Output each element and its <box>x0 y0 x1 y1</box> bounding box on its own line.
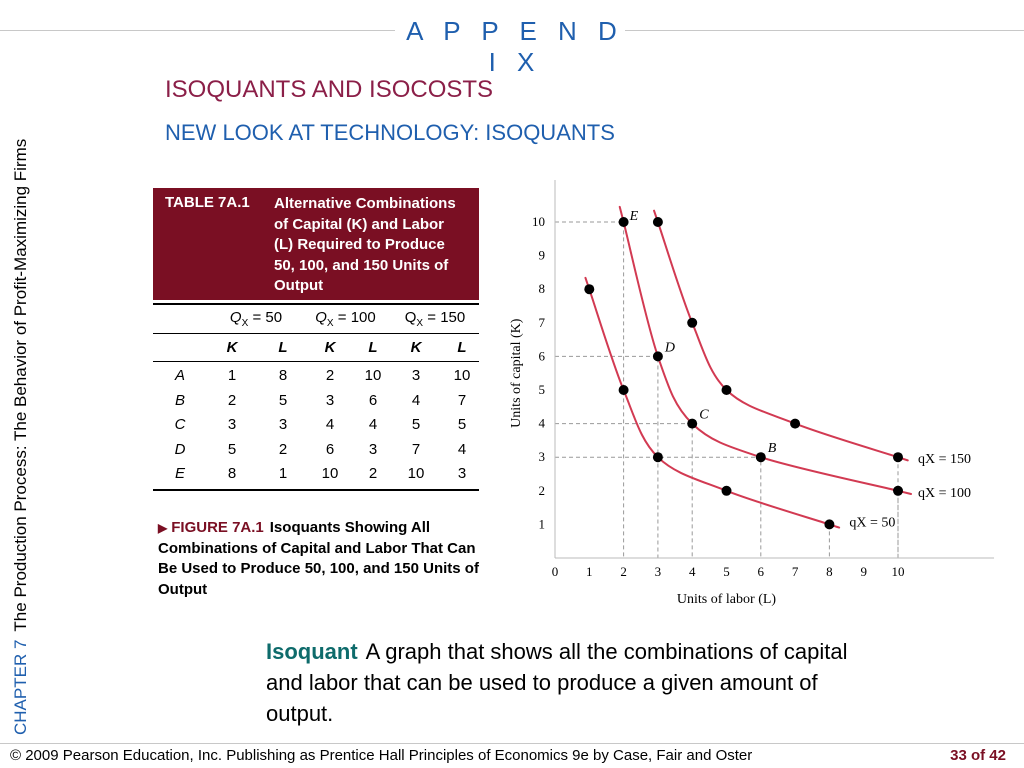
isoquant-curve <box>620 207 911 494</box>
chapter-sidebar <box>6 65 36 735</box>
chart-points <box>584 217 903 529</box>
table-row-label: D <box>174 440 186 458</box>
table-cell: 2 <box>368 465 378 482</box>
data-point <box>653 217 663 227</box>
figure-caption-text: Isoquants Showing All Combinations of Capital and Labor That Can Be Used to Produce 50, 100, and 150 Units of Output <box>158 519 479 598</box>
table-col-header: L <box>278 339 288 356</box>
y-tick-label: 4 <box>538 415 545 431</box>
x-tick-label: 8 <box>826 564 833 579</box>
table-group-header: $Q_X = 50$ <box>229 309 283 329</box>
y-axis-title: Units of capital (K) <box>509 318 524 428</box>
table-caption <box>274 194 474 297</box>
x-tick-label: 2 <box>620 564 627 579</box>
table-group-header: $Q_X = 150$ <box>404 309 466 329</box>
table-cell: 1 <box>278 465 288 482</box>
y-tick-label: 5 <box>538 382 545 397</box>
y-tick-label: 8 <box>538 281 545 297</box>
appendix-heading: A P P E N D I X <box>406 16 624 77</box>
guide-line <box>555 222 624 558</box>
chart-axes <box>555 180 994 558</box>
x-tick-label: 1 <box>586 564 593 579</box>
data-point <box>756 452 766 462</box>
x-tick-label: 10 <box>891 564 905 579</box>
x-tick-label: 5 <box>723 564 730 579</box>
data-point <box>619 217 629 227</box>
header-rule-right <box>625 30 1024 31</box>
x-axis-title: Units of labor (L) <box>676 592 777 607</box>
x-tick-label: 6 <box>757 564 765 579</box>
table-col-header: K <box>226 339 238 356</box>
table-cell: 3 <box>368 440 378 458</box>
table-group-header: $Q_X = 100$ <box>315 309 376 329</box>
data-point <box>893 486 903 496</box>
data-point <box>653 452 663 462</box>
x-tick-label: 9 <box>860 564 867 579</box>
data-point <box>653 351 663 361</box>
table-caption-line: Alternative Combinations <box>274 195 456 212</box>
table-caption-line: Output <box>274 277 324 294</box>
table-cell: 2 <box>325 367 335 384</box>
data-point <box>824 519 834 529</box>
table-cell: 4 <box>411 391 421 409</box>
y-tick-label: 9 <box>538 247 545 263</box>
table-col-header: K <box>410 339 422 356</box>
table-cell: 3 <box>278 416 288 433</box>
table-cell: 3 <box>227 416 237 433</box>
footer-rule <box>0 743 1024 744</box>
table-rule <box>153 333 479 334</box>
chart-curves <box>585 207 911 531</box>
table-cell: 3 <box>457 465 467 482</box>
table-cell: 10 <box>321 465 339 482</box>
table-cell: 4 <box>368 416 378 433</box>
table-cell: 2 <box>278 440 288 458</box>
table-cell: 10 <box>407 465 425 482</box>
table-row-label: E <box>174 465 185 482</box>
table-rule <box>153 361 479 362</box>
isoquant-chart <box>505 180 1005 610</box>
slide-subtitle: NEW LOOK AT TECHNOLOGY: ISOQUANTS <box>165 120 615 145</box>
table-label: TABLE 7A.1 <box>165 194 250 211</box>
table-caption-line: (L) Required to Produce <box>274 236 445 253</box>
table-cell: 6 <box>325 440 335 458</box>
table-caption-line: of Capital (K) and Labor <box>274 215 444 233</box>
y-tick-label: 7 <box>538 314 545 330</box>
y-tick-label: 10 <box>532 214 545 229</box>
series-label: qX = 50 <box>849 515 896 531</box>
point-label: D <box>664 340 676 356</box>
table-row-label: C <box>174 416 186 433</box>
data-point <box>893 452 903 462</box>
point-label: B <box>767 441 777 457</box>
table-cell: 10 <box>453 367 471 384</box>
table-cell: 6 <box>368 391 378 409</box>
x-tick-label: 7 <box>791 564 799 579</box>
table-col-header: L <box>457 339 467 356</box>
y-tick-label: 2 <box>538 482 545 498</box>
definition-term: Isoquant <box>266 639 358 664</box>
slide-title: ISOQUANTS AND ISOCOSTS <box>165 76 494 103</box>
data-point <box>722 385 732 395</box>
caption-arrow-icon: ▶ <box>158 521 168 535</box>
chapter-label: CHAPTER 7 <box>11 639 30 735</box>
x-tick-label: 4 <box>688 564 696 579</box>
table-header-box <box>153 188 479 300</box>
table-cell: 5 <box>411 416 421 433</box>
data-point <box>687 318 697 328</box>
table-cell: 2 <box>227 391 237 409</box>
table-rule <box>153 489 479 491</box>
series-label: qX = 100 <box>918 485 972 501</box>
table-cell: 4 <box>457 440 467 458</box>
data-point <box>790 419 800 429</box>
data-point <box>722 486 732 496</box>
chapter-title: The Production Process: The Behavior of Profit-Maximizing Firms <box>11 138 30 632</box>
figure-label: FIGURE 7A.1 <box>171 519 264 536</box>
table-row-label: A <box>174 367 185 384</box>
table-col-header: L <box>368 339 378 356</box>
footer-copyright: © 2009 Pearson Education, Inc. Publishing as Prentice Hall Principles of Economics 9e by Case, Fair and Oster <box>10 747 753 764</box>
page-number: 33 of 42 <box>950 747 1006 764</box>
y-tick-label: 6 <box>538 348 545 364</box>
table-cell: 3 <box>411 367 421 384</box>
y-tick-label: 3 <box>538 449 545 465</box>
table-col-header: K <box>324 339 336 356</box>
x-tick-label: 0 <box>551 564 559 579</box>
table-cell: 8 <box>227 465 237 482</box>
header-rule-left <box>0 30 395 31</box>
table-cell: 8 <box>278 367 288 384</box>
table-cell: 7 <box>457 391 467 409</box>
point-label: E <box>629 209 639 224</box>
series-label: qX = 150 <box>918 452 972 468</box>
table-cell: 5 <box>227 440 237 458</box>
table-cell: 5 <box>278 391 288 409</box>
table-cell: 4 <box>325 416 335 433</box>
table-cell: 1 <box>227 367 237 384</box>
x-tick-label: 3 <box>654 564 662 579</box>
table-caption-line: 50, 100, and 150 Units of <box>274 256 449 274</box>
chart-labels <box>509 209 971 607</box>
definition-text: A graph that shows all the combinations of capital and labor that can be used to produce a given amount of output. <box>266 639 848 726</box>
figure-caption <box>158 518 498 600</box>
y-tick-label: 1 <box>538 516 545 532</box>
isoquant-definition <box>266 636 856 729</box>
table-cell: 3 <box>325 391 335 409</box>
data-point <box>687 419 697 429</box>
table-cell: 10 <box>364 367 382 384</box>
data-point <box>584 284 594 294</box>
point-label: C <box>699 407 709 423</box>
table-rule <box>153 303 479 305</box>
table-cell: 5 <box>457 416 467 433</box>
table-row-label: B <box>174 391 185 409</box>
table-cell: 7 <box>411 440 421 458</box>
data-point <box>619 385 629 395</box>
